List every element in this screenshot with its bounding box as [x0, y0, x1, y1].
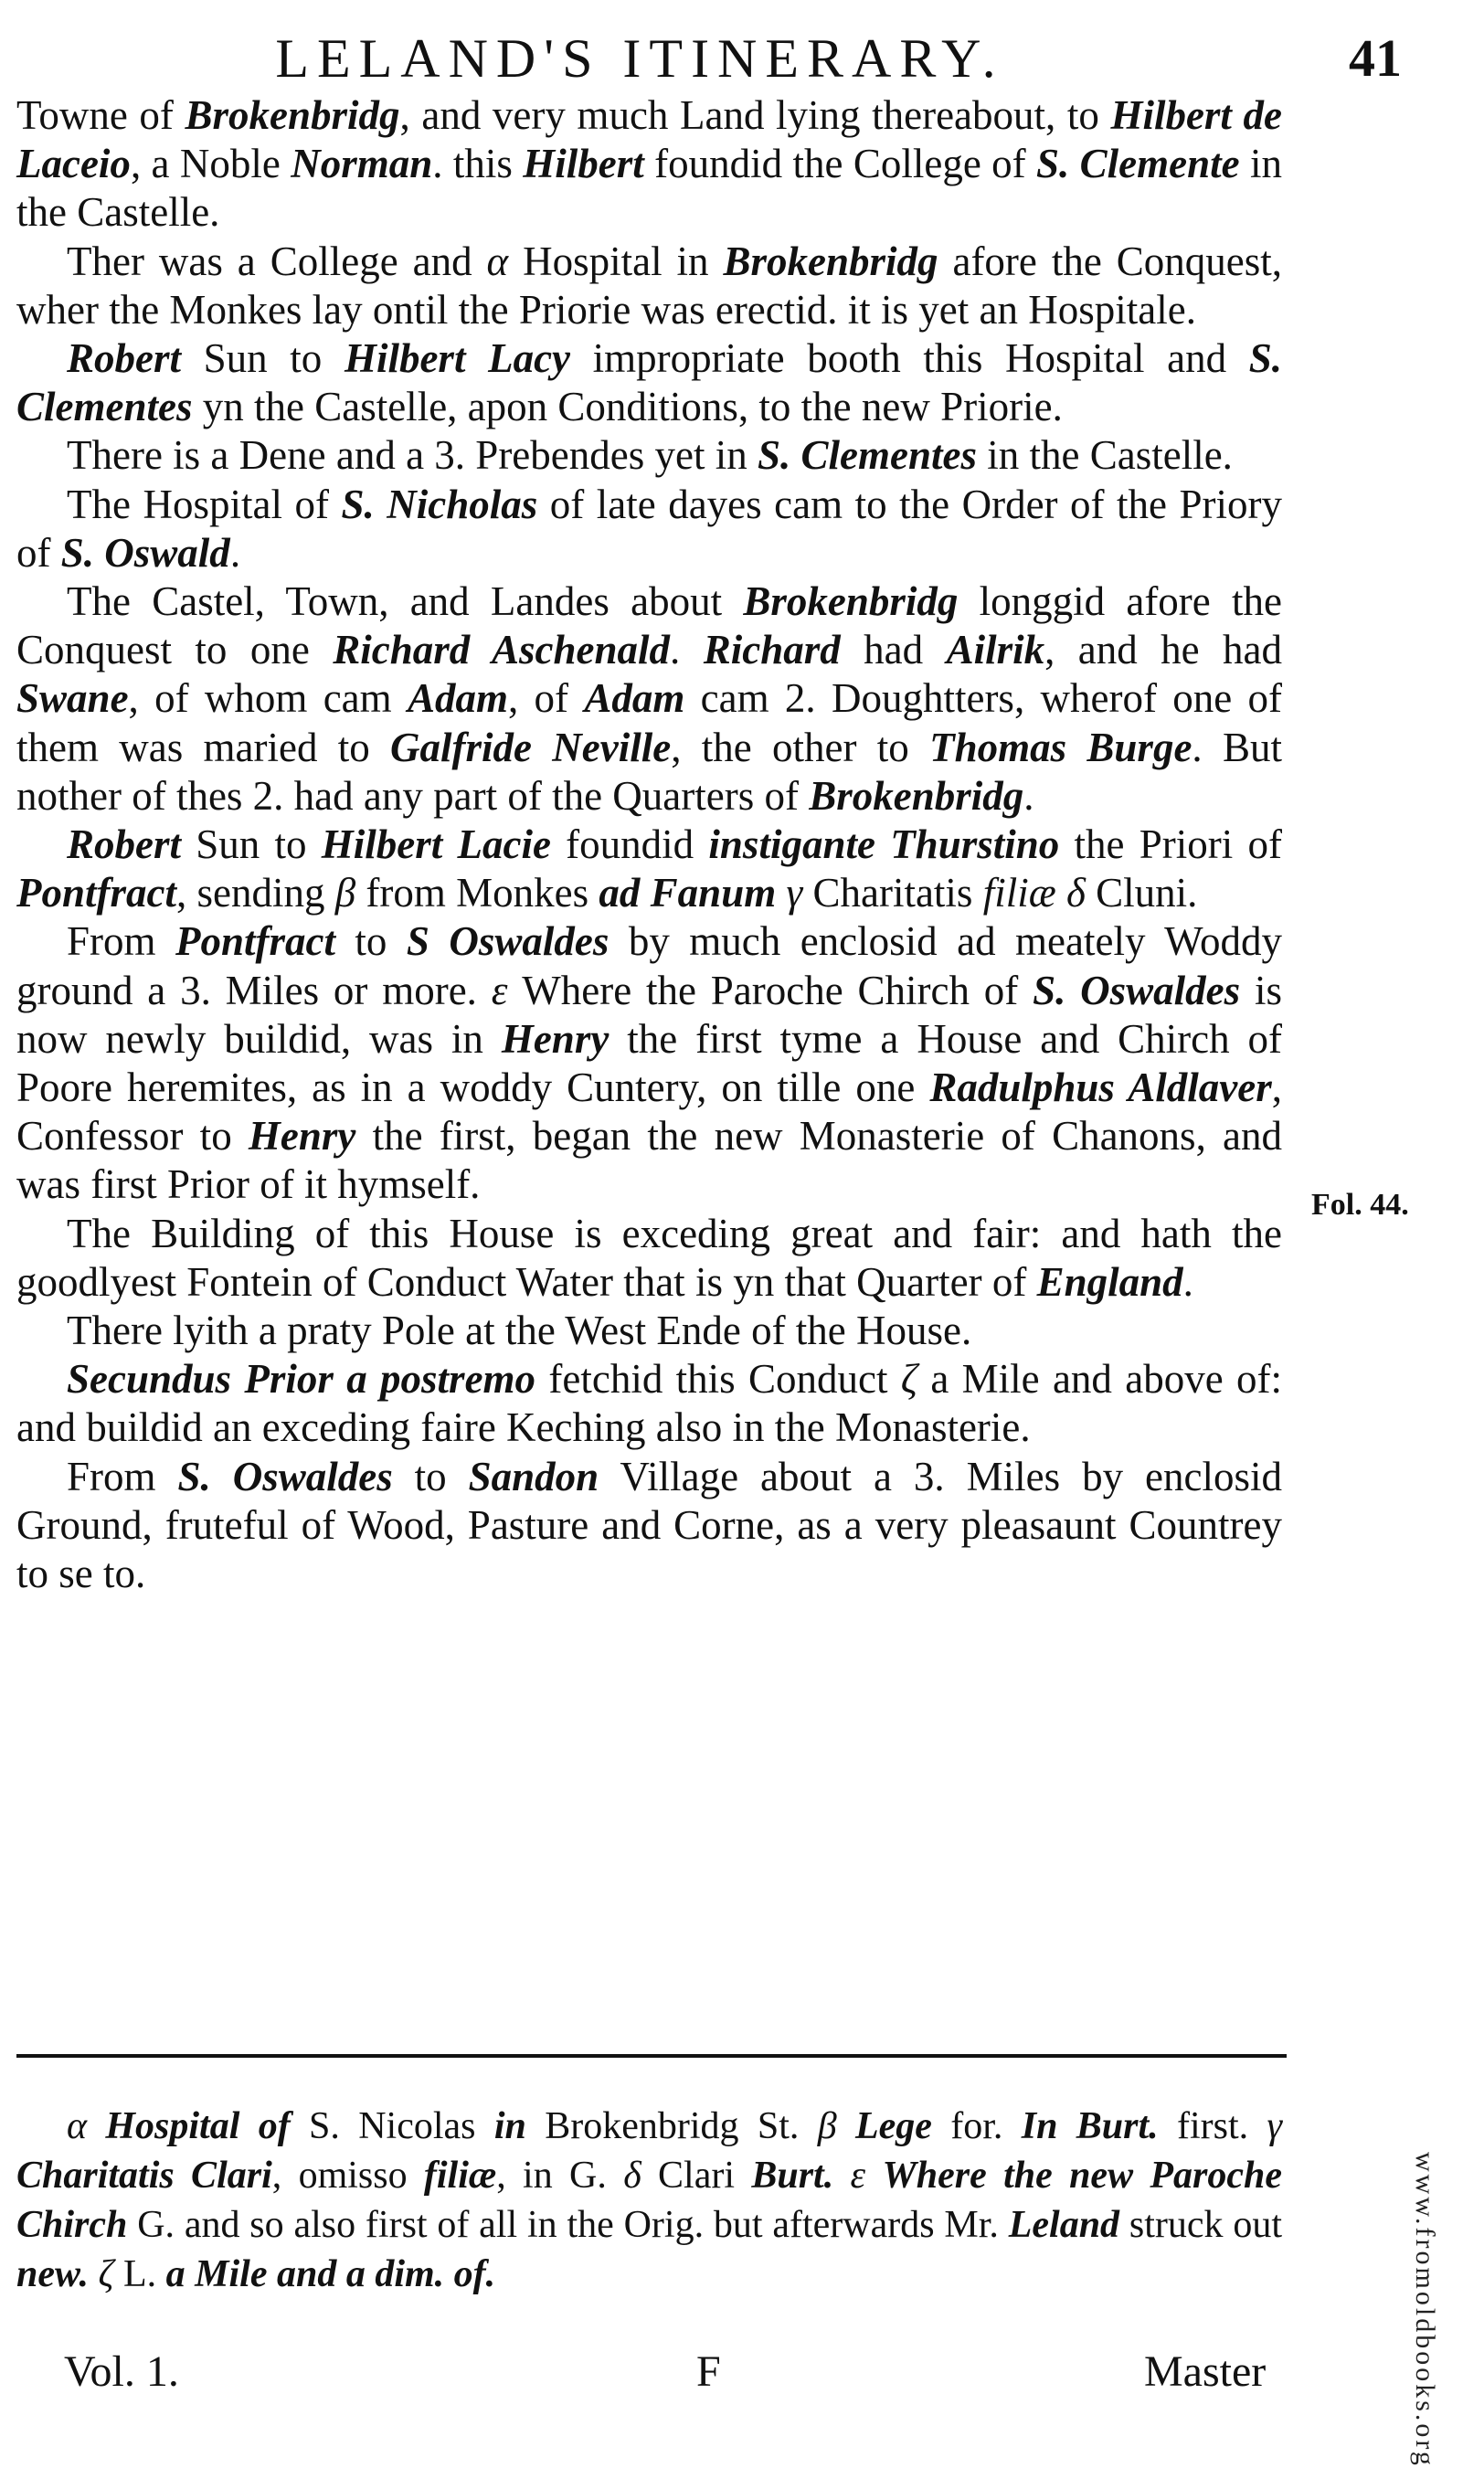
italic-run: γ: [786, 870, 803, 916]
italic-run: β: [334, 870, 356, 916]
italic-run: Lege: [854, 2105, 932, 2147]
italic-run: γ: [1267, 2105, 1283, 2147]
text-run: had: [840, 627, 947, 673]
text-run: foundid the College of: [643, 141, 1037, 187]
italic-run: S. Clementes: [16, 335, 1282, 430]
italic-run: a Mile and a dim. of.: [165, 2253, 496, 2295]
italic-run: Hilbert Lacy: [344, 335, 571, 382]
page-number: 41: [1349, 28, 1402, 88]
italic-run: ε: [850, 2155, 866, 2197]
volume-label: Vol. 1.: [64, 2347, 179, 2396]
paragraph: [16, 577, 1282, 821]
text-run: From: [67, 1453, 178, 1499]
text-run: is now newly buildid, was in: [16, 967, 1282, 1062]
italic-run: England: [1036, 1258, 1183, 1305]
text-run: the first, began the new Monasterie of Chanons, and was first Prior of it hymself.: [16, 1113, 1282, 1208]
text-run: .: [1182, 1258, 1193, 1305]
italic-run: Hilbert: [523, 141, 644, 187]
text-run: in the Castelle.: [977, 432, 1233, 479]
italic-run: Henry: [501, 1015, 610, 1062]
italic-run: ζ: [98, 2253, 114, 2295]
italic-run: Brokenbridg: [185, 92, 400, 138]
text-run: .: [229, 529, 241, 576]
italic-run: Robert: [67, 821, 182, 868]
italic-run: ad Fanum: [599, 870, 777, 916]
catchword: Master: [1144, 2347, 1267, 2396]
text-run: , of: [507, 675, 585, 722]
italic-run: S. Oswald: [60, 529, 230, 576]
text-run: Sun to: [181, 335, 344, 382]
text-run: L.: [113, 2253, 166, 2295]
text-run: from Monkes: [355, 870, 599, 916]
italic-run: Hospital of: [105, 2105, 291, 2147]
text-run: by much enclosid ad meately Woddy ground a 3. Miles or more.: [16, 918, 1282, 1013]
text-run: a Mile and above of: and buildid an exceding faire Keching also in the Monasterie.: [16, 1356, 1282, 1451]
italic-run: Richard: [703, 627, 841, 673]
paragraph: [16, 238, 1282, 334]
running-head: [0, 27, 1484, 91]
paragraph: [16, 1210, 1282, 1307]
italic-run: Hilbert Lacie: [321, 821, 551, 868]
text-run: Towne of: [16, 92, 186, 138]
text-run: , Confessor to: [16, 1065, 1282, 1160]
text-run: for.: [931, 2105, 1022, 2147]
italic-run: Brokenbridg: [723, 238, 938, 284]
italic-run: Sandon: [468, 1453, 599, 1499]
italic-run: Where the new Paroche Chirch: [16, 2155, 1283, 2246]
italic-run: Secundus Prior a postremo: [67, 1356, 536, 1403]
text-run: Hospital in: [508, 238, 724, 284]
italic-run: S. Oswaldes: [1033, 967, 1241, 1013]
text-run: foundid: [550, 821, 709, 868]
paragraph: [16, 481, 1282, 577]
italic-run: filiæ: [982, 870, 1056, 916]
text-run: the Priori of: [1059, 821, 1282, 868]
paragraph: [16, 1453, 1282, 1599]
text-run: Cluni.: [1085, 870, 1198, 916]
text-run: Sun to: [181, 821, 322, 868]
italic-run: S Oswaldes: [406, 918, 610, 965]
italic-run: α: [486, 238, 509, 284]
paragraph: [16, 431, 1282, 480]
paragraph: [16, 917, 1282, 1209]
text-run: the first tyme a House and Chirch of Poore heremites, as in a woddy Cuntery, on tille one: [16, 1015, 1282, 1111]
italic-run: instigante Thurstino: [708, 821, 1060, 868]
paragraph: [16, 1307, 1282, 1355]
folio-margin-note: Fol. 44.: [1311, 1188, 1409, 1222]
text-run: in the Castelle.: [16, 141, 1282, 236]
italic-run: Hilbert de Laceio: [16, 92, 1282, 187]
main-text: [16, 91, 1282, 1598]
italic-run: ζ: [900, 1356, 918, 1403]
site-watermark: www.fromoldbooks.org: [1410, 2152, 1440, 2468]
page-title: LELAND'S ITINERARY.: [275, 28, 1004, 89]
italic-run: Radulphus Aldlaver: [929, 1065, 1272, 1111]
text-run: S. Nicolas: [290, 2105, 494, 2147]
italic-run: Swane: [16, 675, 129, 722]
text-run: , a Noble: [130, 141, 292, 187]
italic-run: Adam: [407, 675, 508, 722]
italic-run: Thomas Burge: [929, 724, 1192, 770]
text-run: From: [67, 918, 175, 965]
italic-run: Pontfract: [175, 918, 335, 965]
text-run: The Building of this House is exceding great and fair: and hath the goodlyest Fontein of Conduct Water that is yn that Quarter of: [16, 1210, 1282, 1305]
paragraph: [16, 821, 1282, 917]
text-run: Clari: [641, 2155, 752, 2197]
text-run: [865, 2155, 882, 2197]
text-run: Ther was a College and: [67, 238, 487, 284]
italic-run: Richard Aschenald: [333, 627, 671, 673]
text-run: G. and so also first of all in the Orig. but afterwards Mr.: [127, 2204, 1009, 2246]
text-run: Charitatis: [802, 870, 983, 916]
signature-mark: F: [696, 2347, 721, 2396]
text-run: afore the Conquest, wher the Monkes lay ontil the Priorie was erectid. it is yet an Hospitale.: [16, 238, 1282, 333]
italic-run: δ: [1065, 870, 1086, 916]
italic-run: S. Clementes: [757, 432, 977, 479]
italic-run: S. Oswaldes: [177, 1453, 393, 1499]
italic-run: new.: [16, 2253, 89, 2295]
text-run: .: [1023, 772, 1034, 819]
italic-run: Brokenbridg: [743, 578, 959, 625]
italic-run: Adam: [584, 675, 685, 722]
text-run: Where the Paroche Chirch of: [507, 967, 1034, 1013]
text-run: , in G.: [496, 2155, 624, 2197]
italic-run: S. Nicholas: [341, 481, 538, 527]
paragraph: [16, 91, 1282, 238]
text-run: , the other to: [671, 724, 930, 770]
text-run: , omisso: [271, 2155, 424, 2197]
italic-run: Norman: [291, 141, 433, 187]
italic-run: ε: [491, 967, 508, 1013]
text-run: There is a Dene and a 3. Prebendes yet in: [67, 432, 758, 479]
italic-run: Robert: [67, 335, 182, 382]
italic-run: Charitatis Clari: [16, 2155, 272, 2197]
italic-run: S. Clemente: [1036, 141, 1240, 187]
italic-run: Leland: [1008, 2204, 1120, 2246]
text-run: [776, 870, 786, 916]
italic-run: Pontfract: [16, 870, 176, 916]
text-run: impropriate booth this Hospital and: [570, 335, 1249, 382]
text-run: fetchid this Conduct: [535, 1356, 901, 1403]
italic-run: Brokenbridg: [809, 772, 1024, 819]
italic-run: Burt.: [751, 2155, 834, 2197]
text-run: Village about a 3. Miles by enclosid Ground, fruteful of Wood, Pasture and Corne, as a very pleasaunt Countrey to se to.: [16, 1453, 1282, 1597]
footnote: [16, 2102, 1282, 2299]
italic-run: δ: [623, 2155, 641, 2197]
text-run: [1056, 870, 1066, 916]
text-run: , sending: [176, 870, 335, 916]
text-run: Brokenbridg St.: [525, 2105, 818, 2147]
italic-run: filiæ: [423, 2155, 497, 2197]
italic-run: α: [67, 2105, 88, 2147]
text-run: The Castel, Town, and Landes about: [67, 578, 744, 625]
text-run: cam 2. Doughtters, wherof one of them was maried to: [16, 675, 1282, 770]
text-run: , and very much Land lying thereabout, to: [399, 92, 1111, 138]
text-run: .: [670, 627, 704, 673]
italic-run: Galfride Neville: [390, 724, 672, 770]
text-run: [89, 2253, 99, 2295]
italic-run: Ailrik: [946, 627, 1045, 673]
text-run: [833, 2155, 850, 2197]
paragraph: [16, 334, 1282, 431]
text-run: of late dayes cam to the Order of the Priory of: [16, 481, 1282, 576]
paragraph: [16, 1355, 1282, 1452]
text-run: . But nother of thes 2. had any part of the Quarters of: [16, 724, 1282, 819]
page-footer: [0, 2346, 1484, 2401]
text-run: to: [334, 918, 407, 965]
text-run: , and he had: [1044, 627, 1283, 673]
italic-run: In Burt.: [1021, 2105, 1159, 2147]
text-run: The Hospital of: [67, 481, 342, 527]
text-run: [837, 2105, 855, 2147]
italic-run: in: [493, 2105, 526, 2147]
text-run: to: [392, 1453, 469, 1499]
italic-run: Henry: [248, 1113, 356, 1160]
text-run: . this: [432, 141, 524, 187]
text-run: There lyith a praty Pole at the West Ende of the House.: [67, 1308, 972, 1354]
text-run: , of whom cam: [128, 675, 408, 722]
footnotes: [16, 2102, 1282, 2299]
text-run: yn the Castelle, apon Conditions, to the new Priorie.: [192, 384, 1063, 430]
text-run: first.: [1158, 2105, 1267, 2147]
text-run: struck out: [1119, 2204, 1282, 2246]
footnote-divider: [16, 2054, 1287, 2058]
italic-run: β: [817, 2105, 837, 2147]
text-run: [87, 2105, 105, 2147]
text-run: longgid afore the Conquest to one: [16, 578, 1282, 673]
